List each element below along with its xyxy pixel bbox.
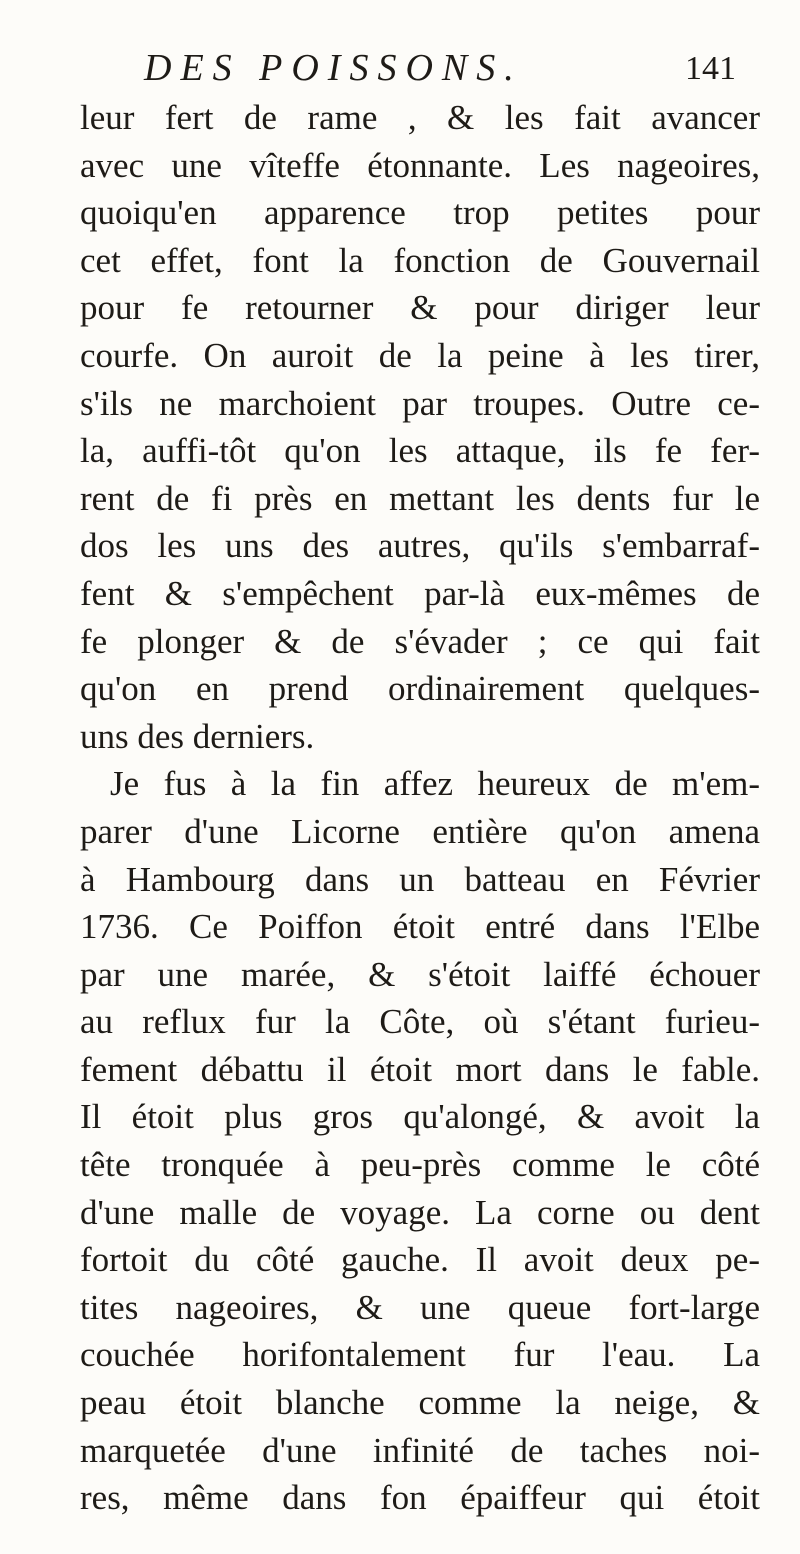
text-line-15: Je fus à la fin affez heureux de m'em- [110,764,760,804]
text-line-9: rent de fi près en mettant les dents fur le [80,478,760,518]
text-line-23: tête tronquée à peu-près comme le côté [80,1145,760,1185]
text-line-20: au reflux fur la Côte, où s'étant furieu- [80,1002,760,1042]
text-line-1: leur fert de rame , & les fait avancer [80,98,760,137]
running-title: DES POISSONS. [144,47,523,89]
text-line-7: s'ils ne marchoient par troupes. Outre ce- [80,383,760,423]
text-line-22: Il étoit plus gros qu'alongé, & avoit la [80,1097,760,1137]
text-line-27: couchée horifontalement fur l'eau. La [80,1335,760,1375]
text-line-29: marquetée d'une infinité de taches noi- [80,1430,760,1470]
text-line-25: fortoit du côté gauche. Il avoit deux pe- [80,1240,760,1280]
text-line-30: res, même dans fon épaiffeur qui étoit [80,1478,760,1518]
text-line-26: tites nageoires, & une queue fort-large [80,1287,760,1327]
text-line-21: fement débattu il étoit mort dans le fable. [80,1049,760,1089]
text-line-10: dos les uns des autres, qu'ils s'embarraf- [80,526,760,566]
text-line-2: avec une vîteffe étonnante. Les nageoires, [80,145,760,185]
text-line-19: par une marée, & s'étoit laiffé échouer [80,954,760,994]
text-line-13: qu'on en prend ordinairement quelques- [80,669,760,709]
text-line-17: à Hambourg dans un batteau en Février [80,859,760,899]
text-line-11: fent & s'empêchent par-là eux-mêmes de [80,573,760,613]
text-line-28: peau étoit blanche comme la neige, & [80,1383,760,1423]
text-line-6: courfe. On auroit de la peine à les tirer, [80,335,760,375]
text-line-8: la, auffi-tôt qu'on les attaque, ils fe fer- [80,431,760,471]
text-line-18: 1736. Ce Poiffon étoit entré dans l'Elbe [80,907,760,947]
text-line-4: cet effet, font la fonction de Gouvernail [80,240,760,280]
text-line-3: quoiqu'en apparence trop petites pour [80,193,760,233]
text-line-14: uns des derniers. [80,716,315,756]
page-number: 141 [685,50,736,87]
text-line-5: pour fe retourner & pour diriger leur [80,288,760,328]
body-text [80,94,760,1522]
text-line-24: d'une malle de voyage. La corne ou dent [80,1192,760,1232]
text-line-12: fe plonger & de s'évader ; ce qui fait [80,621,760,661]
text-line-16: parer d'une Licorne entière qu'on amena [80,811,760,851]
page-header [72,46,748,96]
